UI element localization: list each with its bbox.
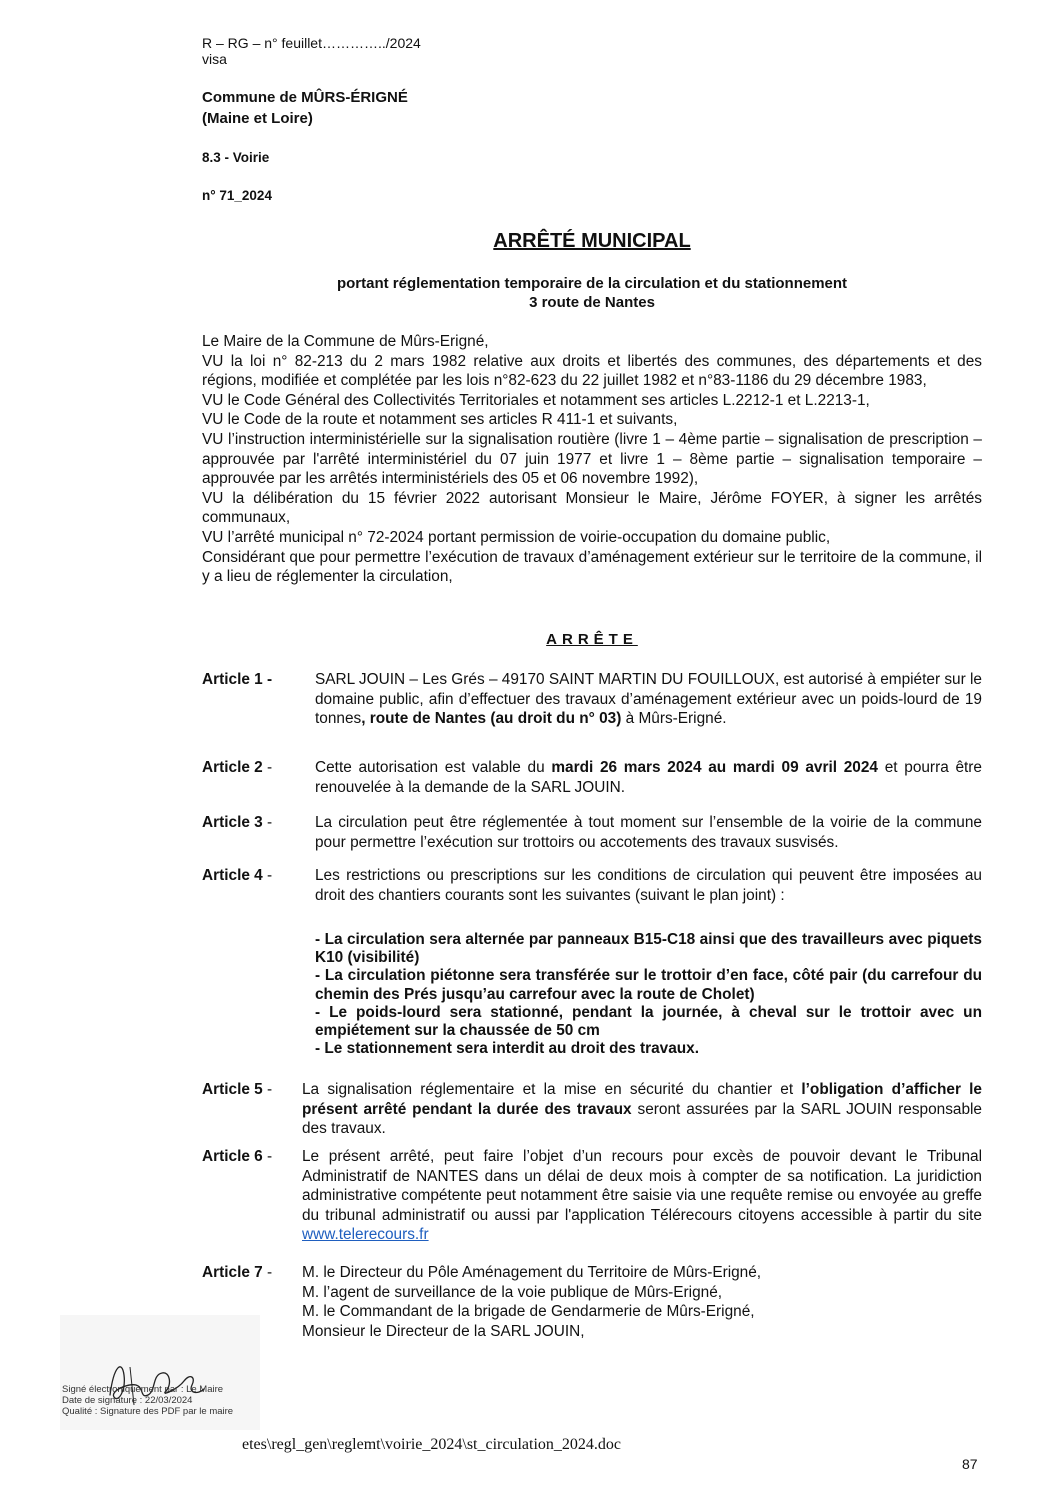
article-7-label xyxy=(202,1263,272,1283)
recipient-line: M. le Commandant de la brigade de Gendarmerie de Mûrs-Erigné, xyxy=(302,1303,755,1321)
article-2-part2: et pourra être renouvelée à la demande de la SARL JOUIN. xyxy=(315,759,982,796)
article-5-part1: La signalisation réglementaire et la mise en sécurité du chantier et xyxy=(302,1081,802,1098)
document-subtitle xyxy=(202,274,982,312)
measure-item: - Le poids-lourd sera stationné, pendant la journée, à cheval sur le trottoir avec un empiétement sur la chaussée de 50 cm xyxy=(315,1003,982,1040)
article-5-part2: seront assurées par la SARL JOUIN responsable des travaux. xyxy=(302,1100,982,1138)
preamble-line: VU le Code de la route et notamment ses articles R 411-1 et suivants, xyxy=(202,411,678,429)
recipient-line: M. le Directeur du Pôle Aménagement du Territoire de Mûrs-Erigné, xyxy=(302,1264,762,1281)
signature-metadata xyxy=(62,1384,233,1417)
article-1-label xyxy=(202,670,272,690)
article-7-dash: - xyxy=(262,1264,273,1281)
article-7-label-text: Article 7 xyxy=(202,1264,263,1281)
decree-number: n° 71_2024 xyxy=(202,188,272,203)
article-2-dash: - xyxy=(262,759,273,776)
article-3-label xyxy=(202,813,272,833)
article-1-text xyxy=(315,670,982,729)
recipient-line: Monsieur le Directeur de la SARL JOUIN, xyxy=(302,1322,585,1340)
telerecours-link[interactable]: www.telerecours.fr xyxy=(302,1226,429,1244)
article-5-dash: - xyxy=(262,1081,273,1098)
article-2-label xyxy=(202,758,272,778)
measure-item: - La circulation piétonne sera transférée sur le trottoir d’en face, côté pair (du carrefour du chemin des Prés jusqu’au carrefour avec la route de Cholet) xyxy=(315,967,982,1003)
article-3-text: La circulation peut être réglementée à tout moment sur l’ensemble de la voirie de la commune pour permettre l’exécution sur trottoirs ou accotements des travaux susvisés. xyxy=(315,814,982,851)
preamble-line: Considérant que pour permettre l’exécution de travaux d’aménagement extérieur sur le territoire de la commune, il y a lieu de réglementer la circulation, xyxy=(202,548,982,586)
article-7-recipients xyxy=(302,1263,982,1341)
article-6-dash: - xyxy=(262,1148,273,1165)
article-4-dash: - xyxy=(262,867,273,884)
department-name: (Maine et Loire) xyxy=(202,110,313,127)
article-1-part2: à Mûrs-Erigné. xyxy=(621,710,727,728)
article-2-label-text: Article 2 xyxy=(202,759,263,776)
article-6-text xyxy=(302,1147,982,1245)
article-3-dash: - xyxy=(262,814,273,831)
article-6-label xyxy=(202,1147,272,1167)
preamble xyxy=(202,332,982,587)
article-2-part1: Cette autorisation est valable du xyxy=(315,759,552,776)
subtitle-line-2: 3 route de Nantes xyxy=(529,294,655,311)
signature-date: Date de signature : 22/03/2024 xyxy=(62,1395,193,1406)
article-4-measures xyxy=(315,931,982,1058)
preamble-line: VU la loi n° 82-213 du 2 mars 1982 relative aux droits et libertés des communes, des départements et des régions, modifiée et complétée par les lois n°82-623 du 22 juillet 1982 et n°83-1186 du 29 décembre 1983, xyxy=(202,352,982,390)
arrete-heading: ARRÊTE xyxy=(546,631,638,648)
article-4-text: Les restrictions ou prescriptions sur les conditions de circulation qui peuvent être imposées au droit des chantiers courants sont les suivantes (suivant le plan joint) : xyxy=(315,867,982,904)
commune-name: Commune de MÛRS-ÉRIGNÉ xyxy=(202,89,408,106)
article-5-label xyxy=(202,1080,272,1100)
article-1-part1: SARL JOUIN – Les Grés – 49170 SAINT MARTIN DU FOUILLOUX, est autorisé à empiéter sur le domaine public, afin d’effectuer des travaux d’aménagement extérieur avec un poids-lourd de 19 tonnes xyxy=(315,671,982,728)
preamble-line: VU l’arrêté municipal n° 72-2024 portant permission de voirie-occupation du domaine public, xyxy=(202,528,831,546)
signature-signed-by: Signé électroniquement par : Le Maire xyxy=(62,1384,224,1395)
article-5-text xyxy=(302,1080,982,1139)
page-number: 87 xyxy=(962,1456,978,1472)
article-5-bold: l’obligation d’afficher le présent arrêté pendant la durée des travaux xyxy=(302,1081,982,1118)
article-1-bold: , route de Nantes (au droit du n° 03) xyxy=(361,710,622,728)
file-path: etes\regl_gen\reglemt\voirie_2024\st_circulation_2024.doc xyxy=(242,1436,622,1453)
article-2-bold: mardi 26 mars 2024 au mardi 09 avril 2024 xyxy=(551,759,878,776)
article-3-label-text: Article 3 xyxy=(202,814,263,831)
article-5-label-text: Article 5 xyxy=(202,1081,263,1098)
article-2-text xyxy=(315,758,982,797)
subtitle-line-1: portant réglementation temporaire de la circulation et du stationnement xyxy=(336,275,848,292)
article-1-label-text: Article 1 - xyxy=(202,671,273,688)
preamble-line: Le Maire de la Commune de Mûrs-Erigné, xyxy=(202,333,489,350)
measure-item: - Le stationnement sera interdit au droit des travaux. xyxy=(315,1040,699,1058)
visa-label: visa xyxy=(202,51,227,67)
signature-quality: Qualité : Signature des PDF par le maire xyxy=(62,1406,234,1417)
measure-item: - La circulation sera alternée par panneaux B15-C18 ainsi que des travailleurs avec piquets K10 (visibilité) xyxy=(315,931,982,967)
document-title: ARRÊTÉ MUNICIPAL xyxy=(493,230,691,252)
preamble-line: VU le Code Général des Collectivités Territoriales et notamment ses articles L.2212-1 et L.2213-1, xyxy=(202,391,870,409)
preamble-line: VU la délibération du 15 février 2022 autorisant Monsieur le Maire, Jérôme FOYER, à signer les arrêtés communaux, xyxy=(202,489,982,527)
article-6-label-text: Article 6 xyxy=(202,1148,263,1165)
recipient-line: M. l’agent de surveillance de la voie publique de Mûrs-Erigné, xyxy=(302,1283,723,1301)
category-label: 8.3 - Voirie xyxy=(202,150,270,165)
article-4-label xyxy=(202,866,272,886)
article-4-label-text: Article 4 xyxy=(202,867,263,884)
reference-line: R – RG – n° feuillet…………../2024 xyxy=(202,35,421,51)
article-6-body: Le présent arrêté, peut faire l’objet d’un recours pour excès de pouvoir devant le Tribunal Administratif de NANTES dans un délai de deux mois à compter de sa notification. La juridiction administrative compétente peut notamment être saisie via une requête remise ou envoyée au greffe du tribunal administratif ou aussi par l'application Télérecours citoyens accessible à partir du site xyxy=(302,1148,982,1224)
preamble-line: VU l’instruction interministérielle sur la signalisation routière (livre 1 – 4ème partie – signalisation de prescription – approuvée par l'arrêté interministériel du 07 juin 1977 et livre 1 – 8ème partie – signalisation temporaire – approuvée par les arrêtés interministériels des 05 et 06 novembre 1992), xyxy=(202,430,982,488)
